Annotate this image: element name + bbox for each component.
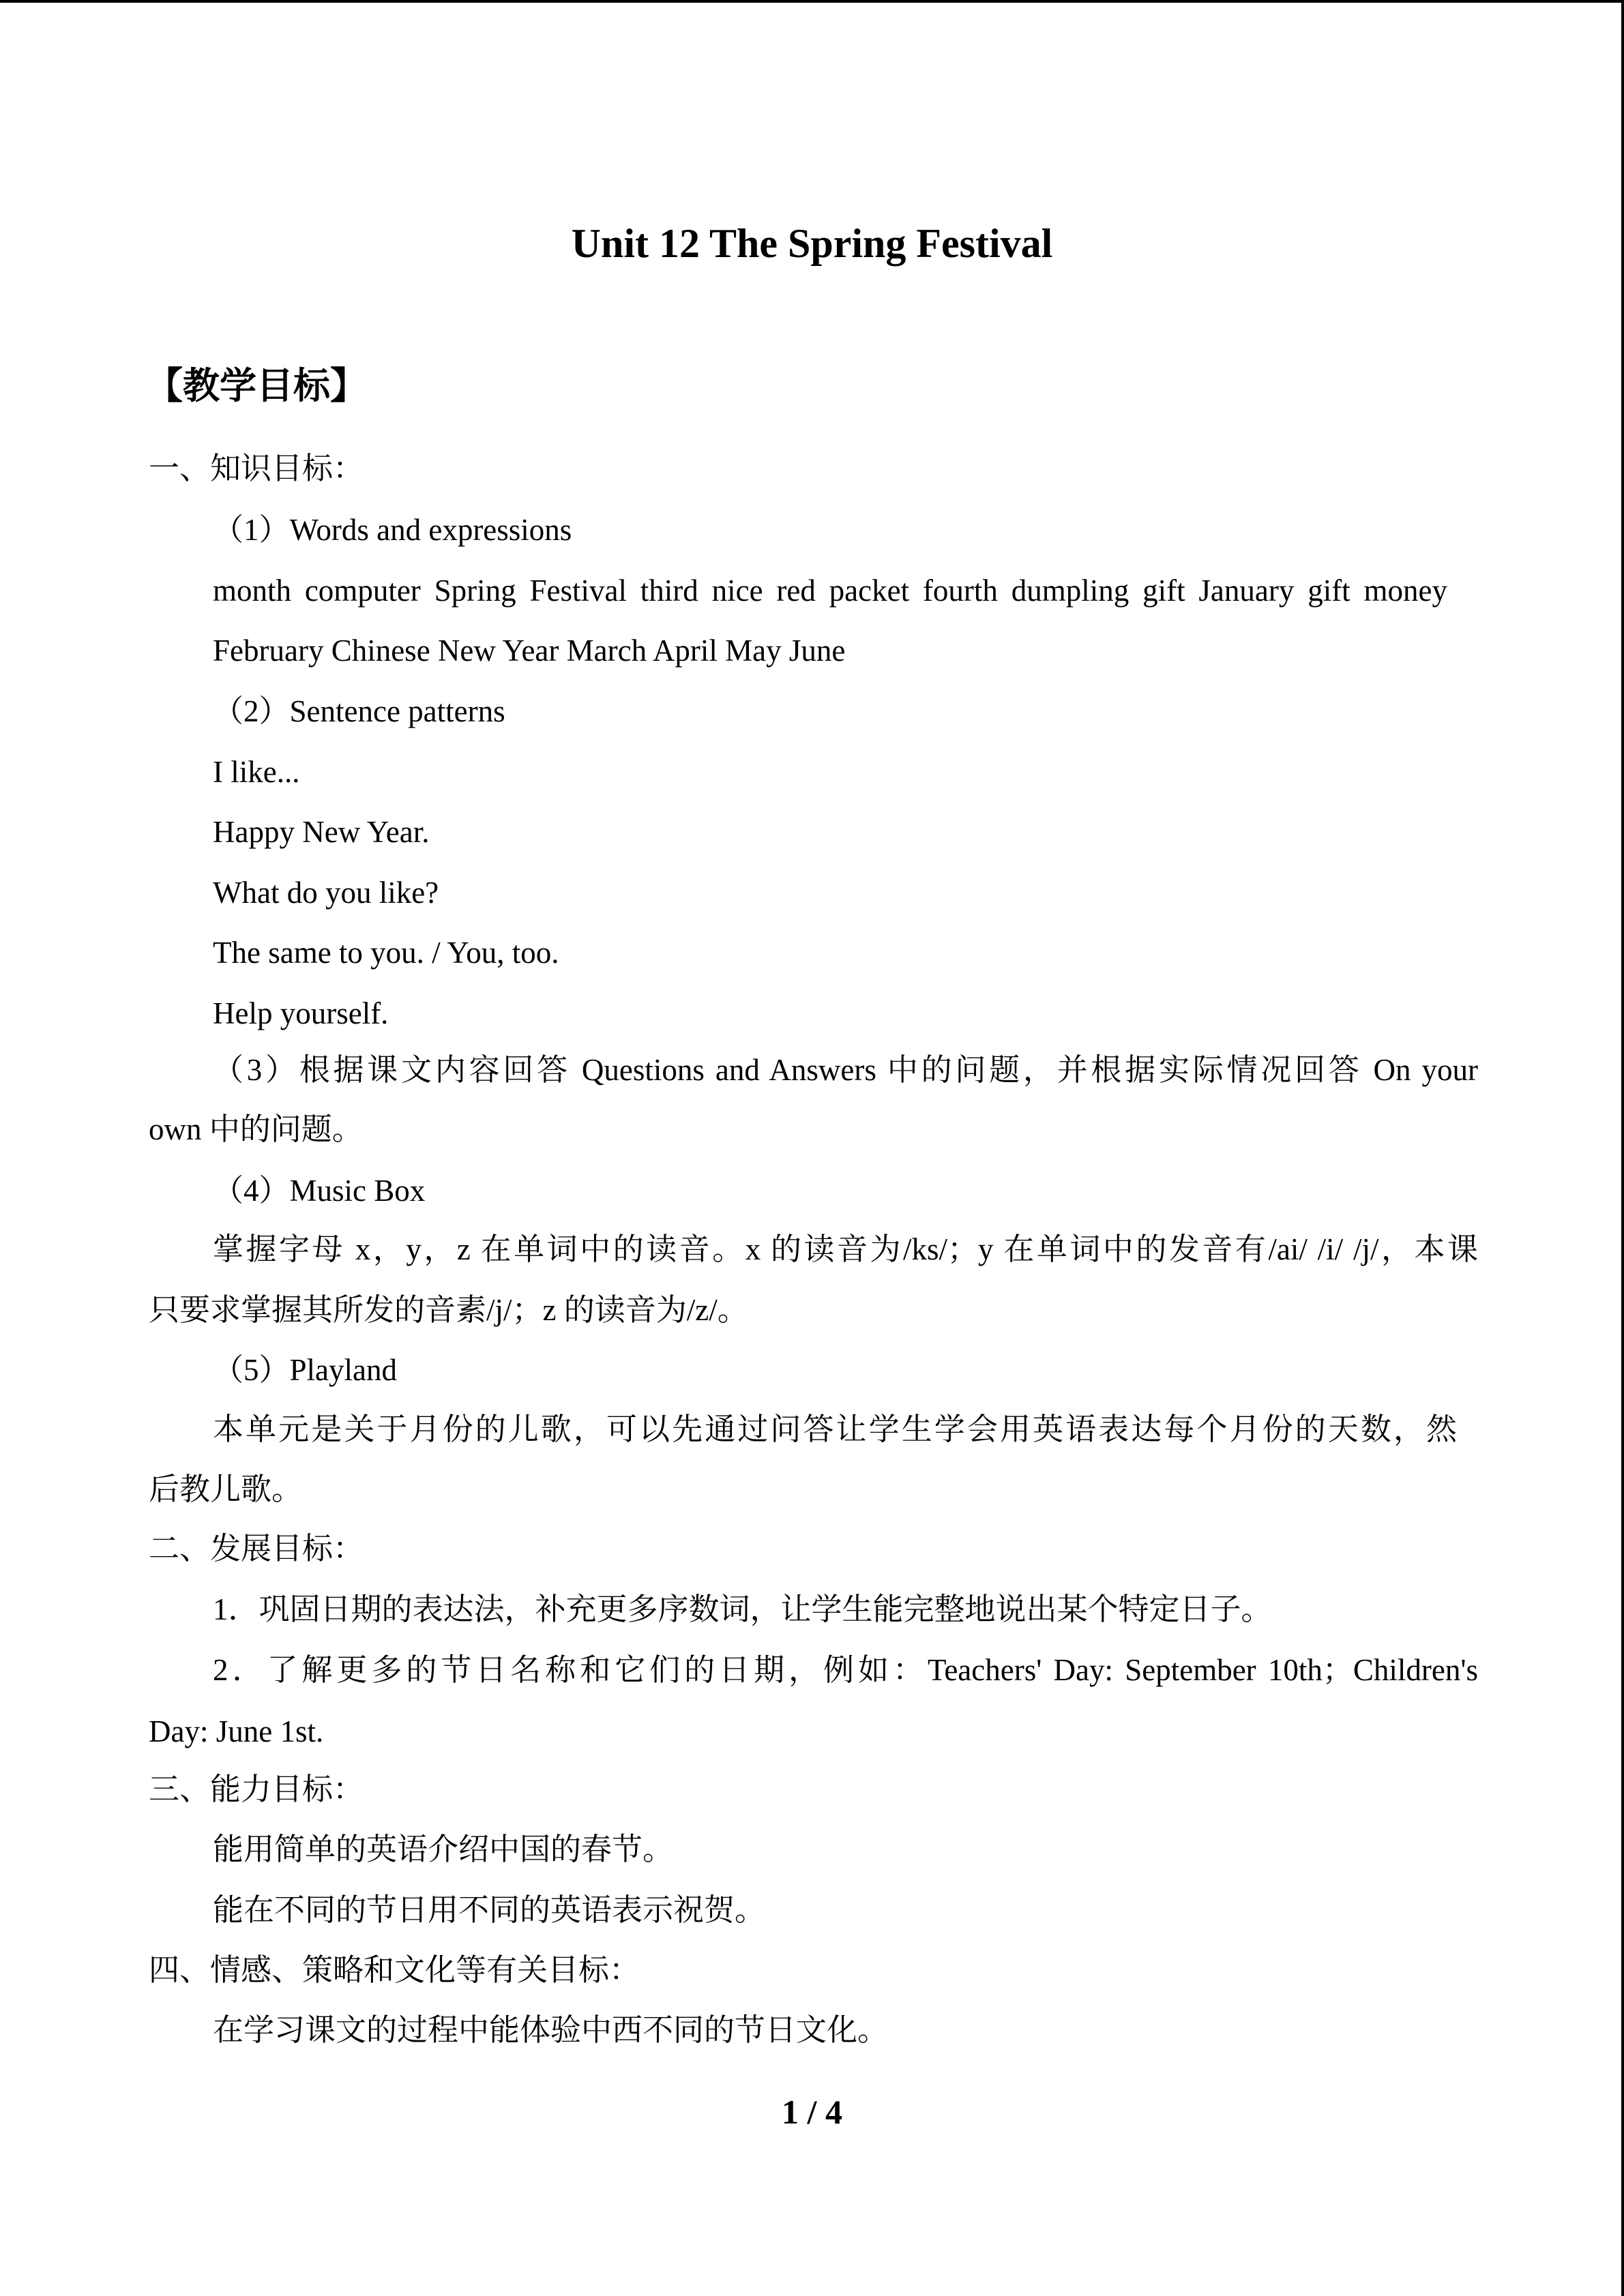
development-goal-2: 2．了解更多的节日名称和它们的日期，例如：Teachers' Day: September 10th；Children's xyxy=(213,1653,1478,1687)
ability-goal: 能用简单的英语介绍中国的春节。 xyxy=(213,1832,674,1866)
development-goal-2-cont: Day: June 1st. xyxy=(149,1714,324,1748)
sentence-pattern: I like... xyxy=(213,755,300,789)
sentence-pattern: What do you like? xyxy=(213,876,439,910)
vocabulary-line-1: month computer Spring Festival third nice red packet fourth dumpling gift January gift money xyxy=(213,573,1447,608)
heading-emotion-strategy-culture-goals: 四、情感、策略和文化等有关目标： xyxy=(149,1953,640,1987)
paragraph-questions-answers: （3）根据课文内容回答 Questions and Answers 中的问题，并根据实际情况回答 On your xyxy=(213,1053,1478,1087)
subheading-sentence-patterns: （2）Sentence patterns xyxy=(213,694,505,728)
sentence-pattern: The same to you. / You, too. xyxy=(213,936,559,970)
paragraph-playland: 本单元是关于月份的儿歌，可以先通过问答让学生学会用英语表达每个月份的天数，然 xyxy=(213,1412,1457,1446)
subheading-music-box: （4）Music Box xyxy=(213,1174,426,1208)
emotion-culture-goal: 在学习课文的过程中能体验中西不同的节日文化。 xyxy=(213,2013,889,2047)
heading-ability-goals: 三、能力目标： xyxy=(149,1772,364,1806)
section-heading-teaching-goals: 【教学目标】 xyxy=(146,364,367,407)
heading-knowledge-goals: 一、知识目标： xyxy=(149,451,364,486)
sentence-pattern: Help yourself. xyxy=(213,996,389,1030)
paragraph-music-box: 掌握字母 x，y，z 在单词中的读音。x 的读音为/ks/；y 在单词中的发音有/ai/ /i/ /j/，本课 xyxy=(213,1232,1478,1266)
heading-development-goals: 二、发展目标： xyxy=(149,1532,364,1566)
vocabulary-line-2: February Chinese New Year March April May June xyxy=(213,633,846,668)
page-number: 1 / 4 xyxy=(782,2093,842,2131)
paragraph-music-box-cont: 只要求掌握其所发的音素/j/；z 的读音为/z/。 xyxy=(149,1293,748,1327)
ability-goal: 能在不同的节日用不同的英语表示祝贺。 xyxy=(213,1893,766,1927)
subheading-words-expressions: （1）Words and expressions xyxy=(213,513,572,547)
subheading-playland: （5）Playland xyxy=(213,1353,397,1387)
paragraph-playland-cont: 后教儿歌。 xyxy=(149,1472,303,1506)
document-title: Unit 12 The Spring Festival xyxy=(571,221,1053,266)
development-goal-1: 1．巩固日期的表达法，补充更多序数词，让学生能完整地说出某个特定日子。 xyxy=(213,1592,1272,1626)
sentence-pattern: Happy New Year. xyxy=(213,815,430,849)
paragraph-questions-answers-cont: own 中的问题。 xyxy=(149,1112,363,1146)
